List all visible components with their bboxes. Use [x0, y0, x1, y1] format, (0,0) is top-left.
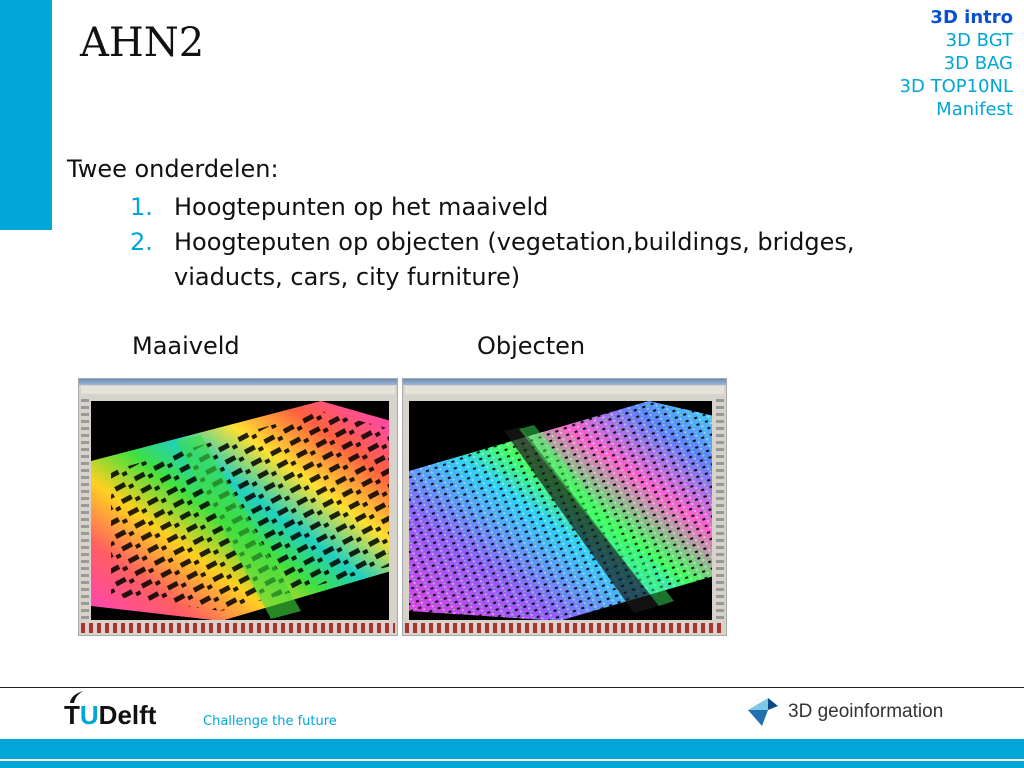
logo-text-delft: Delft [98, 700, 157, 730]
nav-item-3d-intro[interactable]: 3D intro [930, 7, 1013, 28]
list-number: 1. [130, 193, 153, 221]
logo-text-t: T [64, 700, 80, 730]
tudelft-logo[interactable] [64, 700, 156, 731]
footer-bar [0, 739, 1024, 768]
3d-geoinformation-logo-icon [748, 696, 780, 728]
label-objecten: Objecten [477, 332, 586, 360]
nav-item-manifest[interactable]: Manifest [936, 99, 1013, 120]
list-number: 2. [130, 228, 153, 256]
nav-item-3d-bgt[interactable]: 3D BGT [945, 30, 1013, 51]
section-nav [900, 6, 1013, 121]
window-menubar [405, 386, 724, 394]
window-titlebar [403, 379, 726, 385]
window-titlebar [79, 379, 397, 385]
list-item [130, 225, 910, 295]
list-text: Hoogtepunten op het maaiveld [174, 193, 549, 221]
maaiveld-screenshot [78, 378, 398, 636]
objecten-screenshot [402, 378, 727, 636]
numbered-list [130, 190, 910, 295]
terrain-viewport [91, 401, 389, 620]
right-toolbar [716, 399, 724, 621]
intro-text: Twee onderdelen: [67, 155, 279, 183]
slide-title: AHN2 [80, 20, 205, 66]
list-text: Hoogteputen op objecten (vegetation,buildings, bridges, viaducts, cars, city furniture) [174, 228, 855, 291]
bottom-toolbar [405, 623, 724, 633]
tagline: Challenge the future [203, 714, 337, 729]
left-toolbar [81, 399, 89, 621]
bottom-toolbar [81, 623, 395, 633]
nav-item-3d-bag[interactable]: 3D BAG [943, 53, 1013, 74]
logo-text-u: U [79, 700, 99, 730]
objects-render [409, 401, 712, 620]
brand-text: 3D geoinformation [788, 701, 944, 722]
nav-item-3d-top10nl[interactable]: 3D TOP10NL [899, 76, 1013, 97]
objects-viewport [409, 401, 712, 620]
footer-divider [0, 687, 1024, 688]
terrain-render [91, 401, 389, 620]
list-item [130, 190, 910, 225]
accent-bar [0, 0, 52, 230]
3d-geoinformation-brand [748, 696, 943, 728]
tudelft-flame-icon [67, 690, 85, 704]
label-maaiveld: Maaiveld [132, 332, 240, 360]
window-menubar [81, 386, 395, 394]
